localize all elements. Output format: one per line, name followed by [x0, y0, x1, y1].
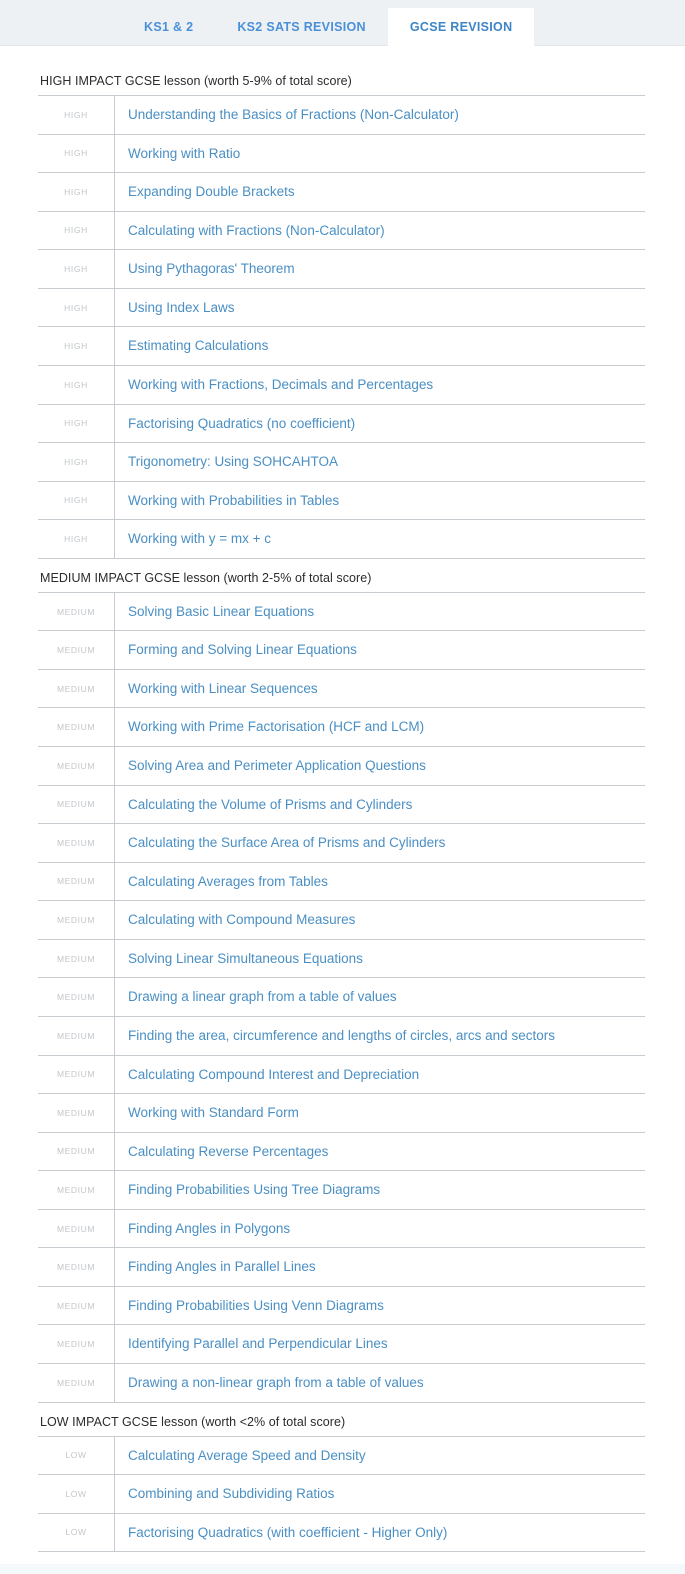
lesson-link[interactable]: Solving Linear Simultaneous Equations	[128, 950, 363, 966]
lesson-cell	[115, 1286, 646, 1325]
lesson-cell	[115, 1513, 646, 1552]
lesson-cell	[115, 631, 646, 670]
lesson-cell	[115, 250, 646, 289]
impact-label: MEDIUM	[38, 1325, 115, 1364]
table-row	[38, 443, 645, 482]
lesson-cell	[115, 365, 646, 404]
lesson-link[interactable]: Trigonometry: Using SOHCAHTOA	[128, 454, 339, 470]
lesson-cell	[115, 1475, 646, 1514]
table-row	[38, 747, 645, 786]
lesson-link[interactable]: Solving Basic Linear Equations	[128, 603, 315, 619]
table-row	[38, 1094, 645, 1133]
lesson-link[interactable]: Combining and Subdividing Ratios	[128, 1486, 335, 1502]
table-row	[38, 288, 645, 327]
table-row	[38, 250, 645, 289]
impact-label: MEDIUM	[38, 631, 115, 670]
table-row	[38, 1248, 645, 1287]
impact-label: MEDIUM	[38, 1016, 115, 1055]
lesson-link[interactable]: Using Pythagoras' Theorem	[128, 261, 295, 277]
lesson-cell	[115, 520, 646, 559]
lesson-cell	[115, 1325, 646, 1364]
lesson-link[interactable]: Using Index Laws	[128, 299, 235, 315]
lesson-link[interactable]: Working with Standard Form	[128, 1105, 299, 1121]
lesson-link[interactable]: Working with Linear Sequences	[128, 680, 318, 696]
impact-label: MEDIUM	[38, 1364, 115, 1403]
lesson-link[interactable]: Finding Probabilities Using Venn Diagrams	[128, 1297, 384, 1313]
impact-label: MEDIUM	[38, 1286, 115, 1325]
lesson-cell	[115, 173, 646, 212]
section-title: LOW IMPACT GCSE lesson (worth <2% of total score)	[40, 1414, 346, 1429]
tab-gcse-revision[interactable]: GCSE REVISION	[388, 8, 535, 46]
bottom-band	[0, 1564, 685, 1574]
table-row	[38, 211, 645, 250]
impact-label: MEDIUM	[38, 1055, 115, 1094]
impact-label: LOW	[38, 1475, 115, 1514]
lesson-cell	[115, 708, 646, 747]
lesson-link[interactable]: Finding Probabilities Using Tree Diagrams	[128, 1182, 381, 1198]
table-row	[38, 1055, 645, 1094]
impact-label: MEDIUM	[38, 862, 115, 901]
table-row	[38, 1286, 645, 1325]
lesson-link[interactable]: Forming and Solving Linear Equations	[128, 642, 357, 658]
table-row	[38, 327, 645, 366]
lesson-cell	[115, 862, 646, 901]
impact-label: HIGH	[38, 404, 115, 443]
lesson-link[interactable]: Working with y = mx + c	[128, 531, 272, 547]
lesson-cell	[115, 327, 646, 366]
lesson-cell	[115, 669, 646, 708]
impact-label: MEDIUM	[38, 747, 115, 786]
impact-label: HIGH	[38, 288, 115, 327]
table-row	[38, 520, 645, 559]
impact-label: MEDIUM	[38, 708, 115, 747]
lesson-cell	[115, 404, 646, 443]
table-row	[38, 1475, 645, 1514]
lesson-cell	[115, 1436, 646, 1475]
lesson-link[interactable]: Factorising Quadratics (no coefficient)	[128, 415, 356, 431]
lesson-cell	[115, 481, 646, 520]
lesson-cell	[115, 1209, 646, 1248]
lesson-cell	[115, 96, 646, 135]
table-row	[38, 134, 645, 173]
lesson-cell	[115, 134, 646, 173]
lesson-cell	[115, 939, 646, 978]
table-row	[38, 824, 645, 863]
table-row	[38, 404, 645, 443]
table-row	[38, 1325, 645, 1364]
lesson-link[interactable]: Working with Fractions, Decimals and Percentages	[128, 376, 434, 392]
tab-ks2-sats-revision[interactable]: KS2 SATS REVISION	[215, 8, 388, 46]
tab-ks1-2[interactable]: KS1 & 2	[122, 8, 215, 46]
lesson-link[interactable]: Calculating with Fractions (Non-Calculator)	[128, 222, 385, 238]
lesson-cell	[115, 785, 646, 824]
lesson-table	[38, 592, 645, 1403]
table-row	[38, 939, 645, 978]
lesson-link[interactable]: Solving Area and Perimeter Application Questions	[128, 758, 426, 773]
lesson-link[interactable]: Finding the area, circumference and lengths of circles, arcs and sectors	[128, 1027, 555, 1043]
lesson-cell	[115, 1171, 646, 1210]
lesson-table	[38, 1436, 645, 1553]
impact-label: HIGH	[38, 96, 115, 135]
impact-label: HIGH	[38, 443, 115, 482]
lesson-link[interactable]: Drawing a linear graph from a table of values	[128, 989, 397, 1005]
lesson-cell	[115, 1248, 646, 1287]
lesson-link[interactable]: Drawing a non-linear graph from a table of values	[128, 1375, 424, 1390]
impact-label: HIGH	[38, 520, 115, 559]
lesson-link[interactable]: Calculating Reverse Percentages	[128, 1143, 329, 1159]
lesson-link[interactable]: Factorising Quadratics (with coefficient - Higher Only)	[128, 1524, 448, 1540]
table-row	[38, 1364, 645, 1403]
impact-label: MEDIUM	[38, 978, 115, 1017]
tab-bar	[0, 0, 685, 46]
impact-label: HIGH	[38, 134, 115, 173]
lesson-link[interactable]: Calculating Averages from Tables	[128, 873, 328, 889]
table-row	[38, 978, 645, 1017]
lesson-link[interactable]: Calculating with Compound Measures	[128, 912, 356, 928]
impact-section	[38, 64, 645, 559]
table-row	[38, 631, 645, 670]
section-title: MEDIUM IMPACT GCSE lesson (worth 2-5% of total score)	[40, 570, 372, 585]
lesson-cell	[115, 1094, 646, 1133]
impact-label: MEDIUM	[38, 1209, 115, 1248]
table-row	[38, 96, 645, 135]
impact-label: MEDIUM	[38, 1248, 115, 1287]
impact-label: MEDIUM	[38, 1094, 115, 1133]
lesson-link[interactable]: Estimating Calculations	[128, 338, 269, 354]
lesson-link[interactable]: Finding Angles in Parallel Lines	[128, 1259, 316, 1275]
lesson-link[interactable]: Working with Ratio	[128, 145, 241, 161]
table-row	[38, 901, 645, 940]
impact-label: MEDIUM	[38, 1171, 115, 1210]
lesson-cell	[115, 1132, 646, 1171]
impact-label: MEDIUM	[38, 669, 115, 708]
lesson-cell	[115, 443, 646, 482]
table-row	[38, 365, 645, 404]
impact-section	[38, 561, 645, 1403]
lesson-table	[38, 95, 645, 559]
table-row	[38, 1513, 645, 1552]
lesson-cell	[115, 1016, 646, 1055]
lesson-cell	[115, 592, 646, 631]
impact-label: MEDIUM	[38, 824, 115, 863]
table-row	[38, 1171, 645, 1210]
lesson-link[interactable]: Finding Angles in Polygons	[128, 1220, 291, 1236]
impact-label: HIGH	[38, 327, 115, 366]
lesson-cell	[115, 824, 646, 863]
impact-label: MEDIUM	[38, 1132, 115, 1171]
impact-label: MEDIUM	[38, 785, 115, 824]
lesson-cell	[115, 211, 646, 250]
table-row	[38, 1209, 645, 1248]
table-row	[38, 173, 645, 212]
lesson-cell	[115, 978, 646, 1017]
impact-label: HIGH	[38, 481, 115, 520]
impact-label: HIGH	[38, 173, 115, 212]
lesson-cell	[115, 288, 646, 327]
lesson-link[interactable]: Working with Probabilities in Tables	[128, 492, 340, 508]
lesson-cell	[115, 1055, 646, 1094]
impact-label: MEDIUM	[38, 939, 115, 978]
impact-label: HIGH	[38, 365, 115, 404]
lesson-cell	[115, 747, 646, 786]
lesson-link[interactable]: Expanding Double Brackets	[128, 184, 295, 200]
table-row	[38, 708, 645, 747]
lesson-link[interactable]: Identifying Parallel and Perpendicular Lines	[128, 1336, 388, 1352]
impact-label: LOW	[38, 1513, 115, 1552]
lesson-sections	[0, 46, 685, 1552]
lesson-cell	[115, 1364, 646, 1403]
lesson-link[interactable]: Calculating the Surface Area of Prisms and Cylinders	[128, 835, 446, 851]
section-title: HIGH IMPACT GCSE lesson (worth 5-9% of total score)	[40, 74, 352, 88]
lesson-cell	[115, 901, 646, 940]
table-row	[38, 1016, 645, 1055]
table-row	[38, 481, 645, 520]
impact-label: LOW	[38, 1436, 115, 1475]
impact-label: HIGH	[38, 250, 115, 289]
lesson-link[interactable]: Understanding the Basics of Fractions (Non-Calculator)	[128, 107, 459, 122]
table-row	[38, 1436, 645, 1475]
table-row	[38, 1132, 645, 1171]
table-row	[38, 592, 645, 631]
impact-label: MEDIUM	[38, 592, 115, 631]
impact-label: MEDIUM	[38, 901, 115, 940]
impact-label: HIGH	[38, 211, 115, 250]
impact-section	[38, 1405, 645, 1553]
table-row	[38, 669, 645, 708]
lesson-link[interactable]: Calculating the Volume of Prisms and Cylinders	[128, 796, 413, 812]
lesson-link[interactable]: Calculating Average Speed and Density	[128, 1447, 366, 1463]
lesson-link[interactable]: Working with Prime Factorisation (HCF and LCM)	[128, 719, 425, 735]
table-row	[38, 785, 645, 824]
table-row	[38, 862, 645, 901]
lesson-link[interactable]: Calculating Compound Interest and Depreciation	[128, 1066, 420, 1082]
